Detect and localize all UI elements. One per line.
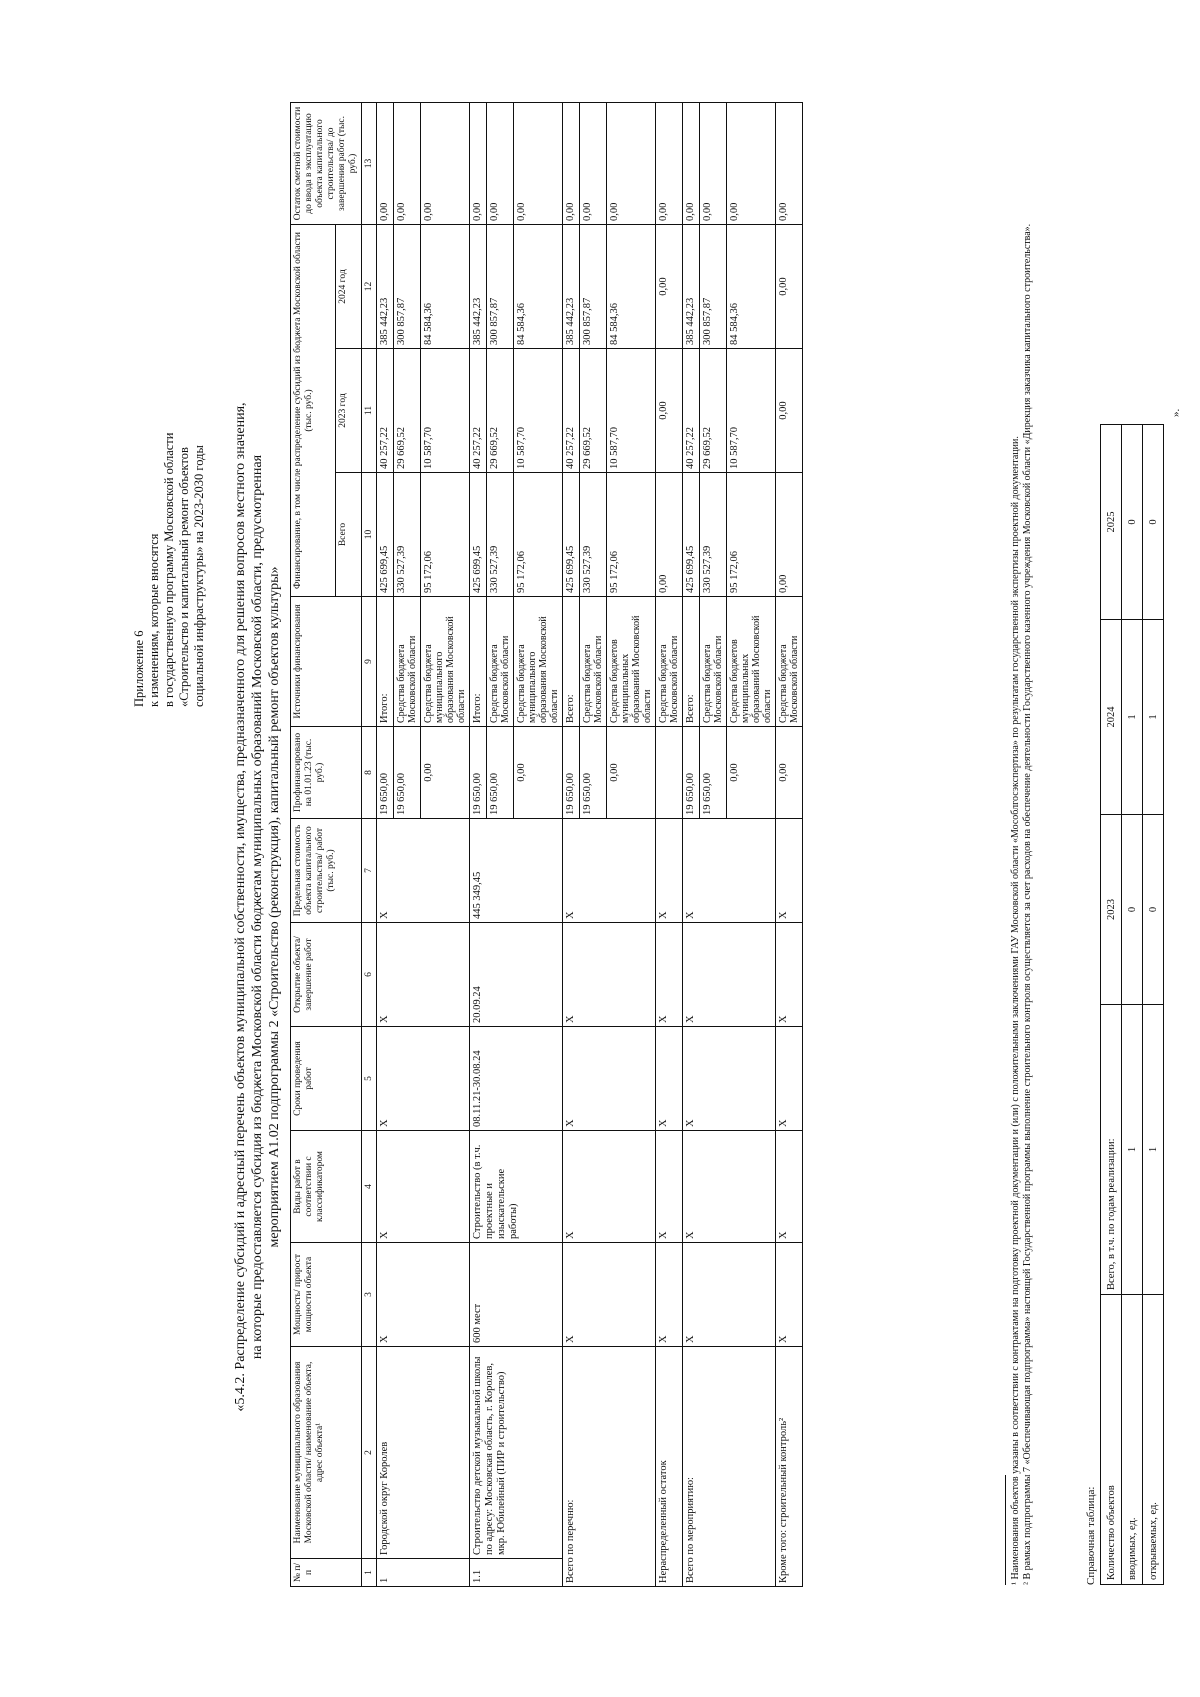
financed-cell xyxy=(656,727,683,819)
y2024-cell: 300 857,87 xyxy=(700,225,727,349)
total-cell: 330 527,39 xyxy=(487,473,514,597)
header-total: Всего xyxy=(335,473,361,597)
x-cell: Х xyxy=(563,1027,656,1131)
y2023-cell: 40 257,22 xyxy=(470,349,487,473)
ref-header: Всего, в т.ч. по годам реализации: xyxy=(1101,1005,1122,1295)
appendix-line: в государственную программу Московской области xyxy=(162,432,176,707)
financed-cell: 19 650,00 xyxy=(683,727,700,819)
remaining-cell: 0,00 xyxy=(683,103,700,225)
x-cell: Х xyxy=(563,1131,656,1243)
x-cell: Х xyxy=(656,819,683,923)
col-number: 8 xyxy=(362,727,377,819)
financed-cell: 0,00 xyxy=(776,727,803,819)
remaining-cell: 0,00 xyxy=(421,103,470,225)
header-period: Сроки проведения работ xyxy=(291,1027,362,1131)
y2023-cell: 10 587,70 xyxy=(514,349,563,473)
total-cell: 95 172,06 xyxy=(727,473,776,597)
y2023-cell: 0,00 xyxy=(656,349,683,473)
y2024-cell: 300 857,87 xyxy=(580,225,607,349)
header-work-types: Виды работ в соответствии с классификатором xyxy=(291,1131,362,1243)
header-no: № п/п xyxy=(291,1559,362,1587)
y2024-cell: 84 584,36 xyxy=(514,225,563,349)
source-cell: Средства бюджетов муниципальных образований Московской области xyxy=(607,597,656,727)
ref-header: 2024 xyxy=(1101,620,1122,815)
x-cell: Х xyxy=(683,1131,776,1243)
y2024-cell: 385 442,23 xyxy=(470,225,487,349)
financed-cell: 0,00 xyxy=(727,727,776,819)
header-remaining: Остаток сметной стоимости до ввода в эксплуатацию объекта капитального строительства/ до завершения работ (тыс. руб.) xyxy=(291,103,362,225)
table-row xyxy=(656,103,683,1587)
title-line: «5.4.2. Распределение субсидий и адресный перечень объектов муниципальной собственности, имущества, предназначенного для решения вопросов местного значения, xyxy=(233,402,248,1412)
appendix-line: социальной инфраструктуры» на 2023-2030 годы xyxy=(192,445,206,707)
district-limit-cost: Х xyxy=(377,819,470,923)
object-no: 1.1 xyxy=(470,1559,563,1587)
remaining-cell: 0,00 xyxy=(607,103,656,225)
y2023-cell: 29 669,52 xyxy=(394,349,421,473)
source-cell: Средства бюджета Московской области xyxy=(700,597,727,727)
footnote-1: ¹ Наименования объектов указаны в соответствии с контрактами на подготовку проектной документации и (или) с положительными заключениями ГАУ Московской области «Мособлгосэкспертиза» по результатам государственной экспертизы проектной документации. xyxy=(1010,436,1021,1585)
y2024-cell: 385 442,23 xyxy=(377,225,394,349)
closing-quote: ». xyxy=(1170,408,1182,417)
title-line: на которые предоставляется субсидия из бюджета Московской области бюджетам муниципальных образований Московской области, предусмотренная xyxy=(250,454,265,1360)
header-row xyxy=(291,103,336,1587)
header-name: Наименование муниципального образования Московской области/ наименование объекта, адрес объекта¹ xyxy=(291,1347,362,1559)
appendix-header xyxy=(132,187,207,707)
ref-cell: 1 xyxy=(1143,1005,1164,1295)
remaining-cell: 0,00 xyxy=(487,103,514,225)
x-cell: Х xyxy=(656,1243,683,1347)
district-period: Х xyxy=(377,1027,470,1131)
col-number: 10 xyxy=(362,473,377,597)
x-cell: Х xyxy=(563,819,656,923)
x-cell: Х xyxy=(563,1243,656,1347)
document-title xyxy=(232,197,283,1617)
footnotes xyxy=(1010,105,1034,1585)
source-cell: Средства бюджета Московской области xyxy=(394,597,421,727)
district-name: Городской округ Королев xyxy=(377,1347,470,1559)
district-work-types: Х xyxy=(377,1131,470,1243)
ref-header-row xyxy=(1101,425,1122,1585)
x-cell: Х xyxy=(563,923,656,1027)
x-cell: Х xyxy=(656,1131,683,1243)
source-cell: Всего: xyxy=(563,597,580,727)
y2024-cell: 84 584,36 xyxy=(607,225,656,349)
table-row xyxy=(683,103,700,1587)
appendix-line: «Строительство и капитальный ремонт объектов xyxy=(177,447,191,707)
financed-cell: 19 650,00 xyxy=(700,727,727,819)
y2023-cell: 10 587,70 xyxy=(727,349,776,473)
remaining-cell: 0,00 xyxy=(656,103,683,225)
header-opening: Открытие объекта/ завершение работ xyxy=(291,923,362,1027)
source-cell: Средства бюджета Московской области xyxy=(776,597,803,727)
y2023-cell: 40 257,22 xyxy=(563,349,580,473)
y2023-cell: 10 587,70 xyxy=(421,349,470,473)
appendix-line: Приложение 6 xyxy=(132,630,146,707)
source-cell: Средства бюджета Московской области xyxy=(487,597,514,727)
source-cell: Средства бюджета муниципального образования Московской области xyxy=(421,597,470,727)
financed-cell: 19 650,00 xyxy=(563,727,580,819)
x-cell: Х xyxy=(683,819,776,923)
remaining-cell: 0,00 xyxy=(727,103,776,225)
header-capacity: Мощность/ прирост мощности объекта xyxy=(291,1243,362,1347)
appendix-line: к изменениям, которые вносятся xyxy=(147,533,161,707)
object-period: 08.11.21-30.08.24 xyxy=(470,1027,563,1131)
ref-cell: вводимых, ед. xyxy=(1122,1295,1143,1585)
remaining-cell: 0,00 xyxy=(776,103,803,225)
remaining-cell: 0,00 xyxy=(470,103,487,225)
source-cell: Итого: xyxy=(470,597,487,727)
ref-cell: 0 xyxy=(1143,425,1164,620)
district-opening: Х xyxy=(377,923,470,1027)
col-number: 11 xyxy=(362,349,377,473)
ref-header: 2023 xyxy=(1101,815,1122,1005)
financed-cell: 0,00 xyxy=(421,727,470,819)
reference-table xyxy=(1100,424,1164,1585)
remaining-cell: 0,00 xyxy=(514,103,563,225)
y2024-cell: 385 442,23 xyxy=(683,225,700,349)
col-number: 13 xyxy=(362,103,377,225)
header-2024: 2024 год xyxy=(335,225,361,349)
financed-cell: 19 650,00 xyxy=(377,727,394,819)
source-cell: Всего: xyxy=(683,597,700,727)
table-row xyxy=(1143,425,1164,1585)
total-measure-label: Всего по мероприятию: xyxy=(683,1347,776,1587)
source-cell: Итого: xyxy=(377,597,394,727)
table-row xyxy=(1122,425,1143,1585)
ref-cell: 0 xyxy=(1143,815,1164,1005)
table-row xyxy=(377,103,394,1587)
col-number: 3 xyxy=(362,1243,377,1347)
object-limit-cost: 445 349,45 xyxy=(470,819,563,923)
y2023-cell: 29 669,52 xyxy=(580,349,607,473)
total-cell: 330 527,39 xyxy=(580,473,607,597)
total-cell: 95 172,06 xyxy=(607,473,656,597)
remaining-cell: 0,00 xyxy=(580,103,607,225)
y2023-cell: 0,00 xyxy=(776,349,803,473)
col-number: 4 xyxy=(362,1131,377,1243)
remaining-cell: 0,00 xyxy=(394,103,421,225)
col-number: 12 xyxy=(362,225,377,349)
financed-cell: 19 650,00 xyxy=(470,727,487,819)
total-cell: 95 172,06 xyxy=(421,473,470,597)
footnote-2: ² В рамках подпрограммы 7 «Обеспечивающая подпрограмма» настоящей Государственной программы выполнение строительного контроля осуществляется за счет расходов на обеспечение деятельности Государственного казенного учреждения Московской области «Дирекция заказчика капитального строительства». xyxy=(1022,223,1033,1585)
x-cell: Х xyxy=(776,1027,803,1131)
y2024-cell: 0,00 xyxy=(656,225,683,349)
ref-table-caption: Справочная таблица: xyxy=(1085,1486,1097,1585)
y2023-cell: 40 257,22 xyxy=(377,349,394,473)
total-cell: 95 172,06 xyxy=(514,473,563,597)
ref-header: Количество объектов xyxy=(1101,1295,1122,1585)
x-cell: Х xyxy=(776,819,803,923)
financed-cell: 19 650,00 xyxy=(487,727,514,819)
control-label: Кроме того: строительный контроль² xyxy=(776,1347,803,1587)
y2024-cell: 84 584,36 xyxy=(421,225,470,349)
header-funding-group: Финансирование, в том числе распределение субсидий из бюджета Московской области (тыс. руб.) xyxy=(291,225,336,597)
financed-cell: 0,00 xyxy=(514,727,563,819)
source-cell: Средства бюджета Московской области xyxy=(580,597,607,727)
footnote-divider xyxy=(1005,1475,1006,1585)
col-number: 7 xyxy=(362,819,377,923)
object-work-types: Строительство (в т.ч. проектные и изыскательские работы) xyxy=(470,1131,563,1243)
ref-cell: 0 xyxy=(1122,815,1143,1005)
x-cell: Х xyxy=(656,1027,683,1131)
col-number: 5 xyxy=(362,1027,377,1131)
y2023-cell: 40 257,22 xyxy=(683,349,700,473)
financed-cell: 19 650,00 xyxy=(394,727,421,819)
col-number: 2 xyxy=(362,1347,377,1559)
ref-cell: 1 xyxy=(1143,620,1164,815)
object-name: Строительство детской музыкальной школы по адресу: Московская область, г. Королев, мкр. Юбилейный (ПИР и строительство) xyxy=(470,1347,563,1559)
source-cell: Средства бюджета Московской области xyxy=(656,597,683,727)
title-line: мероприятием А1.02 подпрограммы 2 «Строительство (реконструкция), капитальный ремонт объектов культуры» xyxy=(267,566,282,1248)
header-source: Источники финансирования xyxy=(291,597,362,727)
ref-cell: 0 xyxy=(1122,425,1143,620)
total-list-label: Всего по перечню: xyxy=(563,1347,656,1587)
total-cell: 425 699,45 xyxy=(470,473,487,597)
remaining-cell: 0,00 xyxy=(377,103,394,225)
district-capacity: Х xyxy=(377,1243,470,1347)
y2023-cell: 10 587,70 xyxy=(607,349,656,473)
x-cell: Х xyxy=(683,1027,776,1131)
table-row xyxy=(563,103,580,1587)
object-opening: 20.09.24 xyxy=(470,923,563,1027)
y2024-cell: 300 857,87 xyxy=(394,225,421,349)
source-cell: Средства бюджетов муниципальных образований Московской области xyxy=(727,597,776,727)
x-cell: Х xyxy=(776,1243,803,1347)
source-cell: Средства бюджета муниципального образования Московской области xyxy=(514,597,563,727)
table-row xyxy=(470,103,487,1587)
header-2023: 2023 год xyxy=(335,349,361,473)
col-number: 9 xyxy=(362,597,377,727)
remaining-cell: 0,00 xyxy=(700,103,727,225)
total-cell: 330 527,39 xyxy=(394,473,421,597)
total-cell: 425 699,45 xyxy=(377,473,394,597)
financed-cell: 19 650,00 xyxy=(580,727,607,819)
ref-header: 2025 xyxy=(1101,425,1122,620)
total-cell: 0,00 xyxy=(656,473,683,597)
district-no: 1 xyxy=(377,1559,470,1587)
header-limit-cost: Предельная стоимость объекта капитального строительства/ работ (тыс. руб.) xyxy=(291,819,362,923)
ref-cell: 1 xyxy=(1122,620,1143,815)
ref-cell: открываемых, ед. xyxy=(1143,1295,1164,1585)
column-number-row xyxy=(362,103,377,1587)
x-cell: Х xyxy=(656,923,683,1027)
x-cell: Х xyxy=(776,923,803,1027)
total-cell: 425 699,45 xyxy=(563,473,580,597)
y2024-cell: 0,00 xyxy=(776,225,803,349)
col-number: 1 xyxy=(362,1559,377,1587)
object-capacity: 600 мест xyxy=(470,1243,563,1347)
total-cell: 330 527,39 xyxy=(700,473,727,597)
y2023-cell: 29 669,52 xyxy=(487,349,514,473)
y2024-cell: 84 584,36 xyxy=(727,225,776,349)
header-financed: Профинансировано на 01.01.23 (тыс. руб.) xyxy=(291,727,362,819)
x-cell: Х xyxy=(776,1131,803,1243)
table-row xyxy=(776,103,803,1587)
remaining-cell: 0,00 xyxy=(563,103,580,225)
y2024-cell: 385 442,23 xyxy=(563,225,580,349)
y2023-cell: 29 669,52 xyxy=(700,349,727,473)
subsidy-table xyxy=(290,102,803,1587)
total-cell: 0,00 xyxy=(776,473,803,597)
x-cell: Х xyxy=(683,1243,776,1347)
undistributed-label: Нераспределенный остаток xyxy=(656,1347,683,1587)
col-number: 6 xyxy=(362,923,377,1027)
x-cell: Х xyxy=(683,923,776,1027)
total-cell: 425 699,45 xyxy=(683,473,700,597)
ref-cell: 1 xyxy=(1122,1005,1143,1295)
financed-cell: 0,00 xyxy=(607,727,656,819)
y2024-cell: 300 857,87 xyxy=(487,225,514,349)
